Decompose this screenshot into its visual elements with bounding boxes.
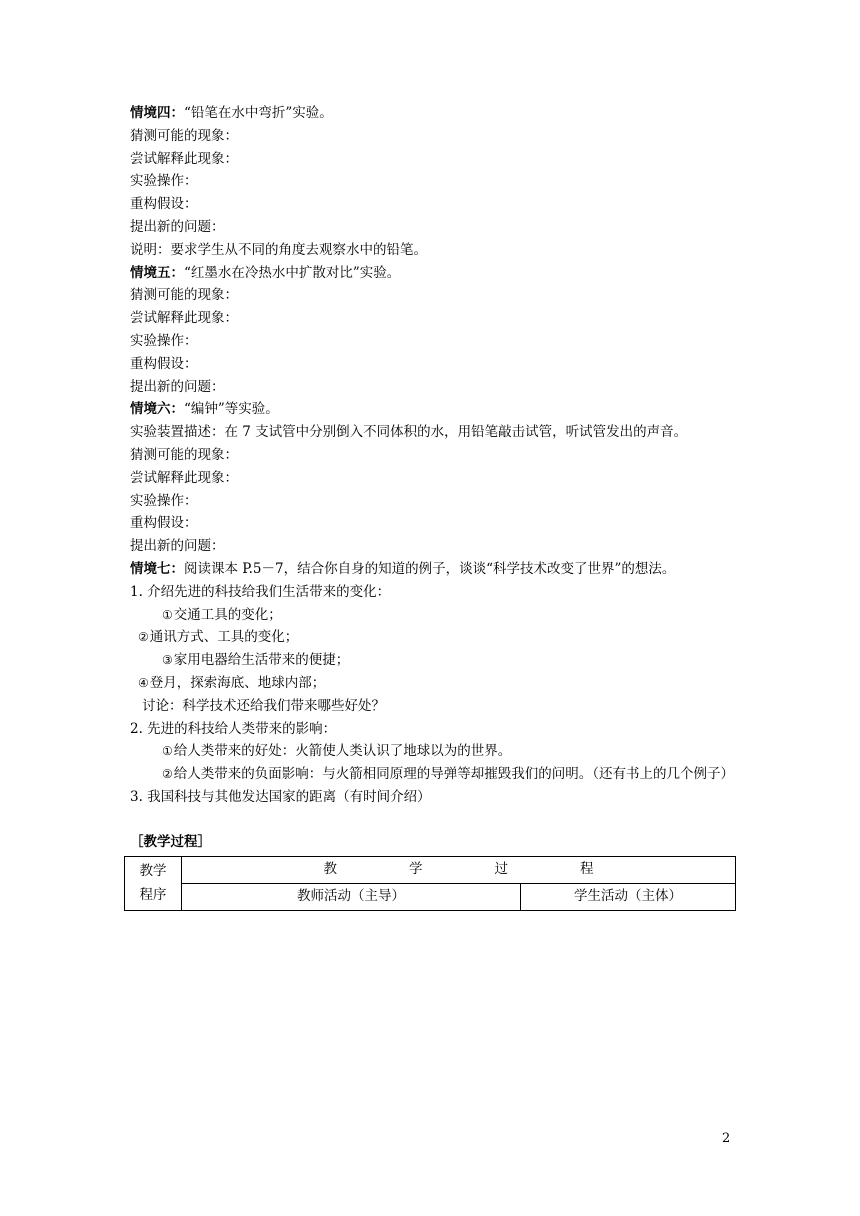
scenario6-setup: 实验装置描述：在 7 支试管中分别倒入不同体积的水，用铅笔敲击试管，听试管发出的声音。 (130, 424, 688, 441)
procedure-line1: 教学 (139, 863, 167, 879)
scenario7-item2-b (130, 763, 750, 786)
scenario6-title-rest: “编钟”等实验。 (184, 401, 279, 418)
scenario5-title: 情境五： (130, 264, 184, 281)
scenario4-rebuild: 重构假设： (130, 196, 198, 213)
item1-a-text: 交通工具的变化； (173, 606, 282, 623)
item1-c-text: 家用电器给生活带来的便捷； (173, 652, 350, 669)
item1-b-number: ② (138, 630, 149, 645)
document-body (130, 102, 750, 911)
item2-a-number: ① (162, 744, 173, 759)
scenario5-guess: 猜测可能的现象： (130, 287, 238, 304)
process-heading: ［教学过程］ (130, 833, 211, 850)
process-table-header-row (125, 856, 736, 883)
scenario6-operate: 实验操作： (130, 492, 198, 509)
scenario4-title-line (130, 102, 750, 125)
scenario7-title: 情境七： (130, 560, 184, 577)
teacher-activity-header: 教师活动（主导） (182, 883, 521, 910)
scenario4-operate: 实验操作： (130, 173, 198, 190)
item1-d-number: ④ (138, 675, 149, 690)
item1-b-text: 通讯方式、工具的变化； (149, 629, 299, 646)
scenario7-item3: 3. 我国科技与其他发达国家的距离（有时间介绍） (130, 788, 431, 805)
scenario5-question: 提出新的问题： (130, 378, 225, 395)
page-number: 2 (722, 1131, 731, 1146)
student-activity-header: 学生活动（主体） (521, 883, 736, 910)
scenario7-item1: 1. 介绍先进的科技给我们生活带来的变化： (130, 583, 391, 600)
scenario4-note: 说明：要求学生从不同的角度去观察水中的铅笔。 (130, 241, 427, 258)
item2-b-number: ② (162, 767, 173, 782)
scenario7-item1-c (130, 649, 750, 672)
scenario7-title-line (130, 558, 750, 581)
process-table (124, 856, 736, 911)
scenario6-title-line (130, 398, 750, 421)
scenario5-title-rest: “红墨水在冷热水中扩散对比”实验。 (184, 264, 401, 281)
scenario6-guess: 猜测可能的现象： (130, 446, 238, 463)
scenario4-guess: 猜测可能的现象： (130, 127, 238, 144)
scenario7-item1-b (130, 626, 750, 649)
scenario5-rebuild: 重构假设： (130, 355, 198, 372)
scenario7-item2: 2. 先进的科技给人类带来的影响： (130, 720, 337, 737)
item1-d-text: 登月，探索海底、地球内部； (149, 674, 326, 691)
scenario5-operate: 实验操作： (130, 332, 198, 349)
scenario4-title: 情境四： (130, 105, 184, 121)
scenario4-question: 提出新的问题： (130, 218, 225, 235)
process-span-text: 教学过程 (323, 861, 666, 878)
scenario6-question: 提出新的问题： (130, 538, 225, 555)
process-col-procedure (125, 856, 182, 910)
scenario7-item1-d (130, 672, 750, 695)
item2-b-text: 给人类带来的负面影响：与火箭相同原理的导弹等却摧毁我们的问明。（还有书上的几个例子） (173, 766, 735, 783)
item1-c-number: ③ (162, 653, 173, 668)
scenario7-title-rest: 阅读课本 P.5－7，结合你自身的知道的例子，谈谈“科学技术改变了世界”的想法。 (184, 560, 676, 577)
spacer (130, 809, 750, 831)
scenario7-item2-a (130, 740, 750, 763)
scenario7-discussion: 讨论：科学技术还给我们带来哪些好处？ (142, 697, 385, 714)
item1-a-number: ① (162, 607, 173, 622)
process-table-sub-row (125, 883, 736, 910)
scenario5-title-line (130, 262, 750, 285)
scenario4-explain: 尝试解释此现象： (130, 150, 238, 167)
scenario7-item1-a (130, 604, 750, 627)
scenario5-explain: 尝试解释此现象： (130, 310, 238, 327)
procedure-line2: 程序 (139, 887, 167, 903)
scenario6-rebuild: 重构假设： (130, 515, 198, 532)
process-span-header (182, 856, 736, 883)
scenario6-title: 情境六： (130, 401, 184, 418)
scenario4-title-rest: “铅笔在水中弯折”实验。 (184, 105, 333, 121)
scenario6-explain: 尝试解释此现象： (130, 469, 238, 486)
item2-a-text: 给人类带来的好处：火箭使人类认识了地球以为的世界。 (173, 743, 512, 760)
